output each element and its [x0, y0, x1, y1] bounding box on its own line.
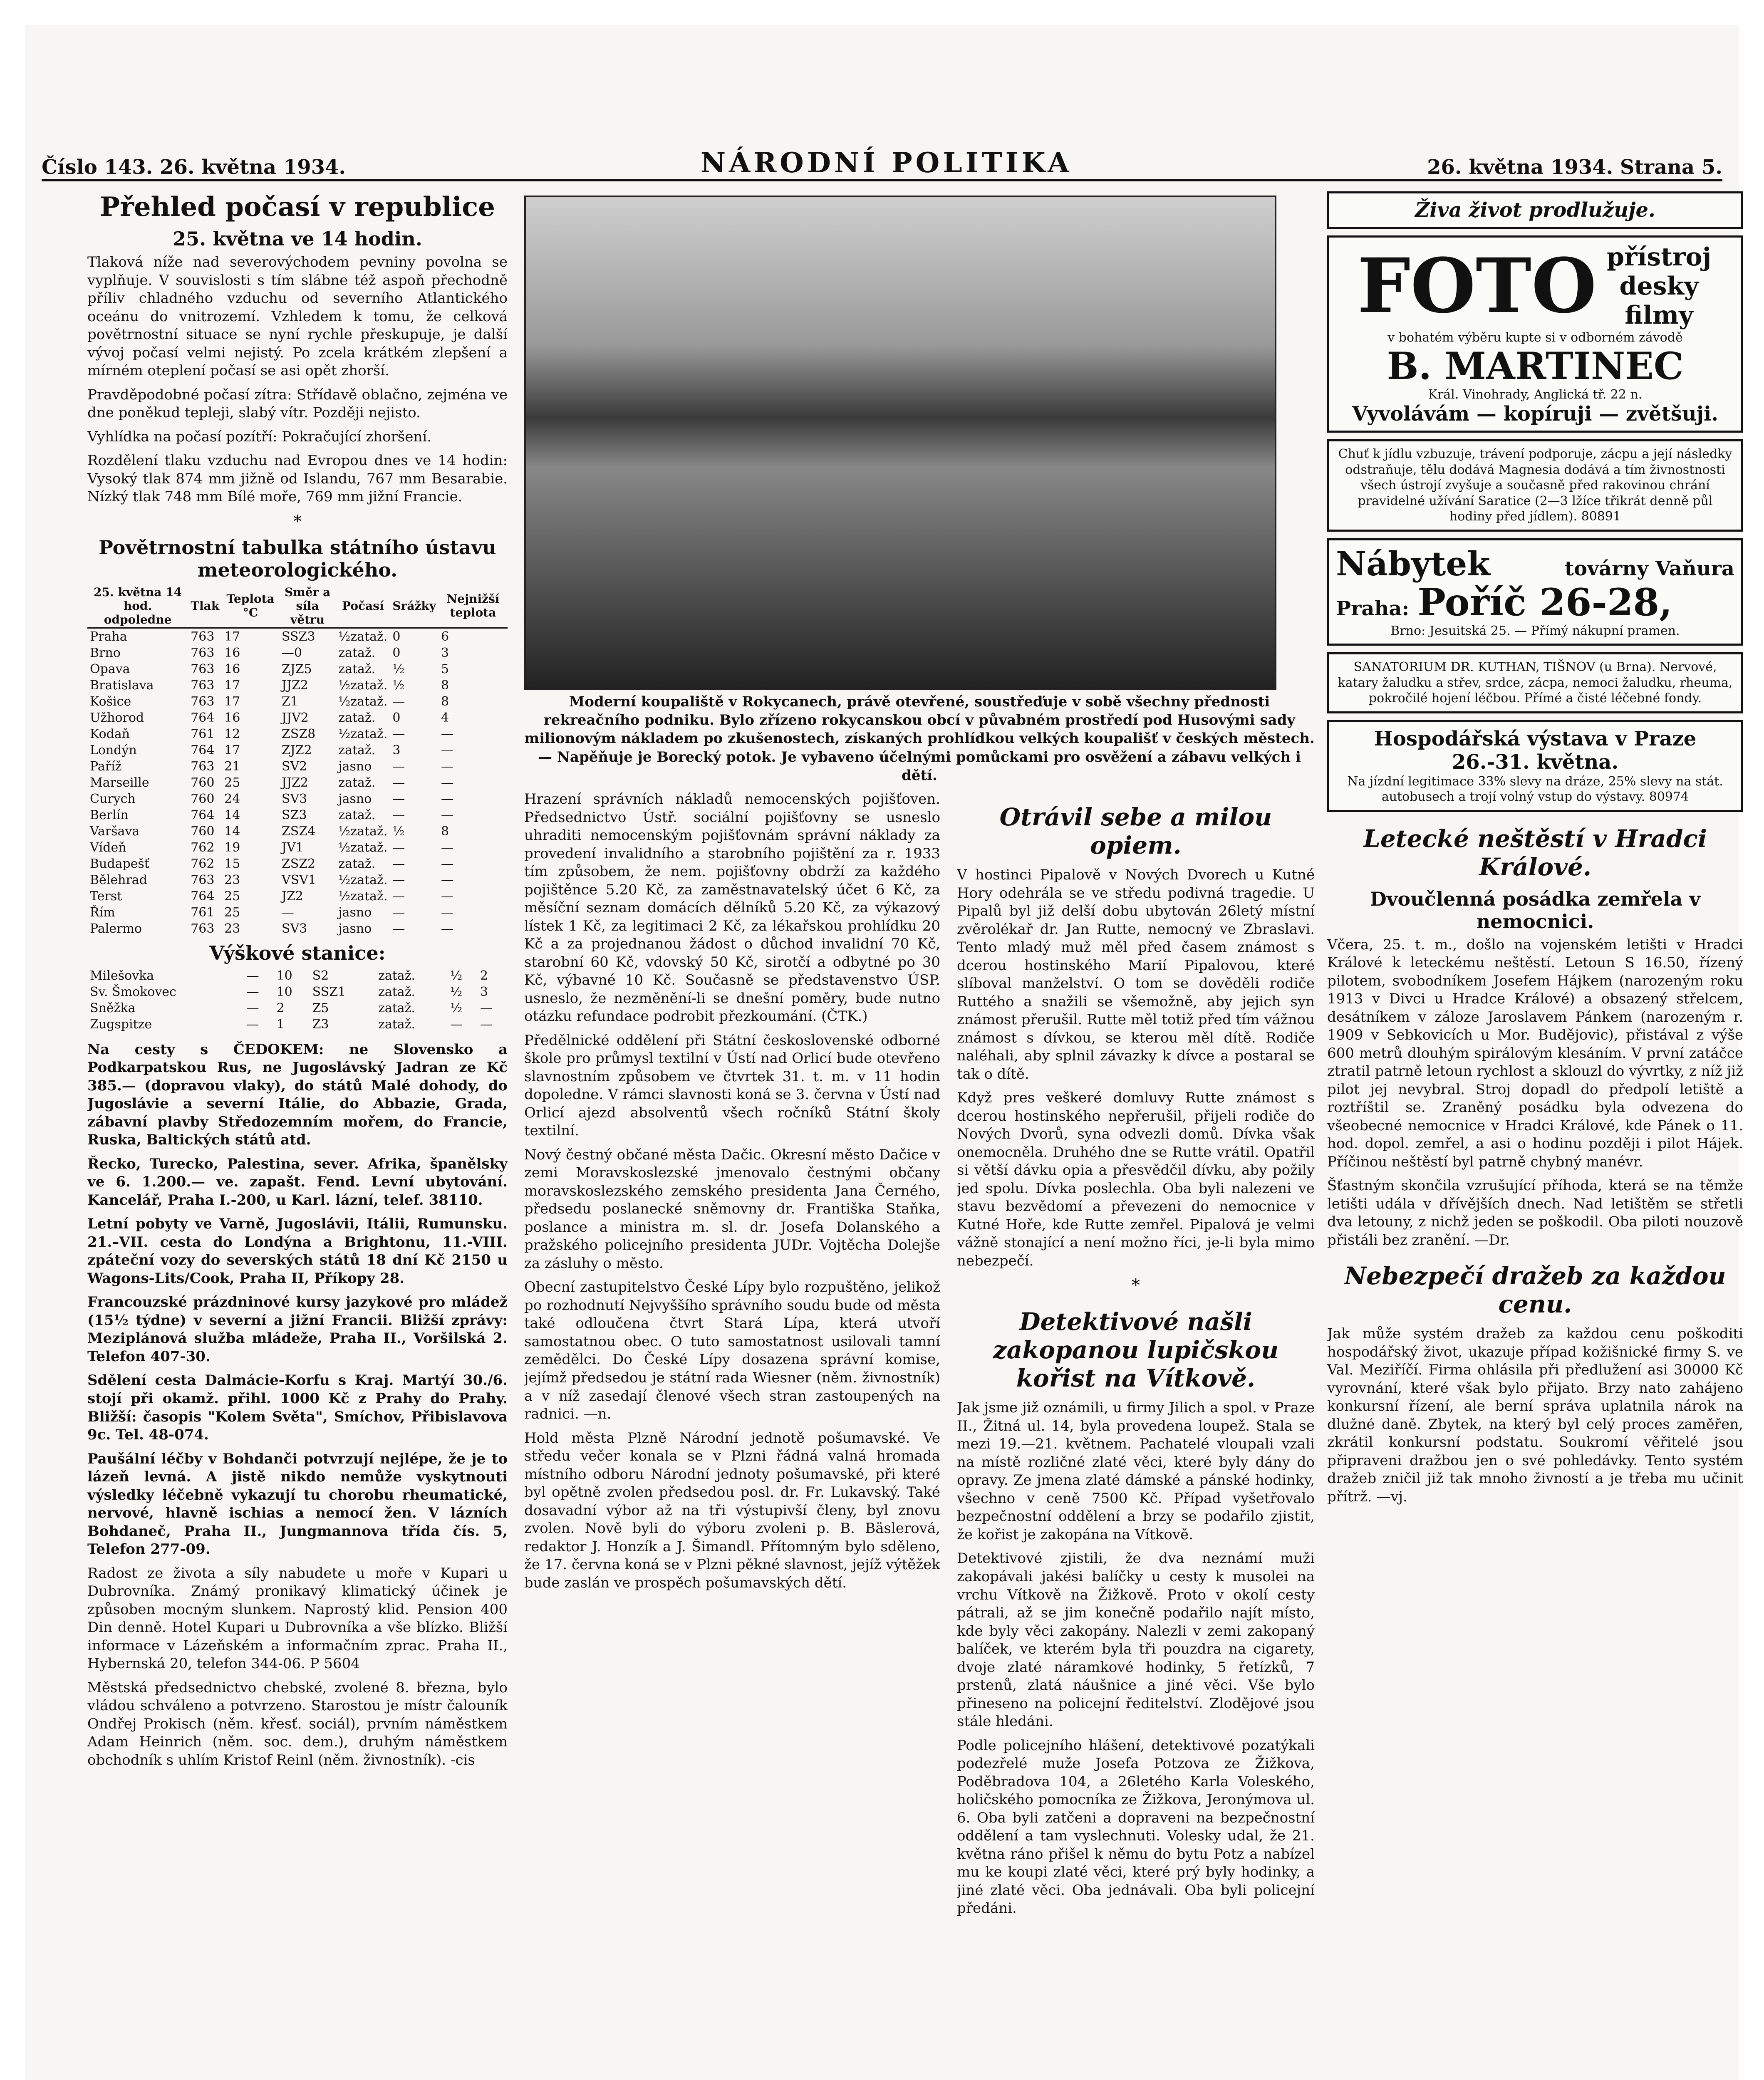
weather-row — [87, 758, 508, 775]
news-item: Předělnické oddělení při Státní československé odborné škole pro průmysl textilní v Ústí nad Orlicí bude otevřeno slavnostním způsobem ve čtvrtek 31. t. m. v 11 hodin dopoledne. V rámci slavnosti koná se 3. června v Ústí nad Orlicí ajezd absolventů všech ročníků Státní školy textilní. — [524, 1032, 940, 1139]
mountain-cell: 10 — [276, 984, 292, 999]
weather-cell: — — [392, 905, 405, 920]
divider-star: * — [1132, 1276, 1140, 1295]
weather-row — [87, 921, 508, 937]
weather-cell: 4 — [441, 710, 449, 725]
mountain-cell: ½ — [450, 984, 463, 999]
ad-vystava — [1327, 720, 1743, 812]
news-item: Hrazení správních nákladů nemocenských pojišťoven. Předsednictvo Ústř. sociální pojišťovny se usneslo uhraditi nemocenským pojišťovnám správní náklady za provedení invalidního a starobního pojištění za r. 1933 tím způsobem, že nem. pojišťovny obdrží za každého pojištěnce 5.20 Kč, za zaměstnavatelský účet 6 Kč, za měsíční seznam domácích dělníků 5.20 Kč, za výkazový lístek 1 Kč, za legitimaci 2 Kč, za lékařskou prohlídku 20 Kč a za projednanou žádost o důchod invalidní 70 Kč, starobní 60 Kč, vdovský 50 Kč, sirotčí a odbytné po 30 Kč, výbavné 10 Kč. Současně se představenstvo ÚSP. usneslo, že nezměnění-li se dnešní poměry, bude nutno otázku refundace podrobit přezkoumání. (ČTK.) — [524, 791, 940, 1025]
weather-row — [87, 726, 508, 742]
ad-nabytek-title: Nábytek — [1336, 544, 1490, 583]
weather-cell: ½zataž. — [338, 629, 388, 644]
weather-cell: 19 — [224, 840, 240, 855]
weather-para: Vyhlídka na počasí pozítří: Pokračující zhoršení. — [87, 428, 432, 445]
weather-cell: Marseille — [90, 775, 149, 790]
mountain-table — [87, 968, 508, 1033]
weather-cell: JJZ2 — [281, 775, 308, 790]
weather-cell: ½zataž. — [338, 726, 388, 741]
mountain-cell: Z5 — [312, 1000, 329, 1015]
weather-cell: Užhorod — [90, 710, 144, 725]
weather-cell: Kodaň — [90, 726, 130, 741]
weather-cell: — — [441, 726, 454, 741]
mountain-cell: Milešovka — [90, 968, 154, 983]
weather-cell: 0 — [392, 710, 401, 725]
pool-photo — [524, 196, 1276, 690]
news-title-letecke: Letecké neštěstí v Hradci Králové. — [1363, 824, 1707, 881]
weather-row — [87, 628, 508, 645]
left-ad: Sdělení cesta Dalmácie-Korfu s Kraj. Martýí 30./6. stojí při okamž. přihl. 1000 Kč z Prahy do Prahy. Bližší: časopis "Kolem Světa", Smíchov, Přibislavova 9c. Tel. 48-074. — [87, 1372, 508, 1444]
weather-cell: 25 — [224, 889, 240, 904]
weather-cell: — — [441, 840, 454, 855]
weather-cell: zataž. — [338, 807, 376, 822]
weather-cell: 8 — [441, 678, 449, 693]
weather-row — [87, 661, 508, 677]
weather-cell: 17 — [224, 694, 240, 709]
weather-para: Pravděpodobné počasí zítra: Střídavě oblačno, zejména ve dne poněkud tepleji, slabý vítr. Později nejisto. — [87, 386, 508, 421]
weather-cell: 6 — [441, 629, 449, 644]
weather-cell: — — [441, 775, 454, 790]
weather-table — [87, 584, 508, 937]
mountain-cell: 2 — [480, 968, 488, 983]
weather-header: Tlak — [188, 584, 222, 628]
weather-cell: SSZ3 — [281, 629, 315, 644]
left-ad: Na cesty s ČEDOKEM: ne Slovensko a Podkarpatskou Rus, ne Jugoslávský Jadran ze Kč 385.— (dopravou vlaky), do států Malé dohody, do Jugoslávie a severní Itálie, do Abbazie, Grada, zábavní plavby Středozemním mořem, do Francie, Ruska, Baltických států atd. — [87, 1041, 508, 1149]
ad-chut — [1327, 439, 1743, 532]
weather-cell: — — [441, 889, 454, 904]
weather-cell: JJZ2 — [281, 678, 308, 693]
weather-header: Nejnižší teplota — [439, 584, 508, 628]
weather-row — [87, 872, 508, 888]
weather-cell: SZ3 — [281, 807, 307, 822]
weather-cell: 764 — [191, 710, 215, 725]
weather-row — [87, 645, 508, 661]
news-item: Nový čestný občané města Dačic. Okresní město Dačice v zemi Moravskoslezské jmenovalo čestnými občany moravskoslezského zemského presidenta Jana Černého, předsedu poslanecké sněmovny dr. Františka Staňka, poslance a ministra m. sl. dr. Josefa Dolanského a pražského policejního presidenta JUDr. Vojtěcha Dolejše za zásluhy o město. — [524, 1146, 940, 1272]
weather-header: Teplota °C — [222, 584, 279, 628]
mountain-cell: — — [246, 984, 259, 999]
weather-cell: 762 — [191, 856, 215, 871]
weather-cell: Řím — [90, 905, 115, 920]
weather-cell: ½ — [392, 661, 405, 676]
weather-cell: — — [392, 694, 405, 709]
left-ad: Paušální léčby v Bohdanči potvrzují nejlépe, že je to lázeň levná. A jistě nikdo nemůže vyskytnouti výsledky léčebně vykazují tu chorobu rheumatické, nervové, hlavně ischias a nemocí žen. V lázních Bohdaneč, Praha II., Jungmannova třída čís. 5, Telefon 277-09. — [87, 1450, 508, 1558]
left-ad: Francouzské prázdninové kursy jazykové pro mládež (15½ týdne) v severní a jižní Francii. Bližší zprávy: Meziplánová služba mládeže, Praha II., Voršilská 2. Telefon 407-30. — [87, 1294, 508, 1365]
weather-cell: 14 — [224, 807, 240, 822]
weather-cell: 24 — [224, 791, 240, 806]
weather-cell: 761 — [191, 905, 215, 920]
weather-row — [87, 888, 508, 904]
weather-cell: — — [441, 872, 454, 887]
weather-header: Počasí — [336, 584, 390, 628]
weather-cell: — — [392, 872, 405, 887]
weather-cell: 3 — [441, 645, 449, 660]
divider-star: * — [293, 512, 302, 531]
weather-cell: Košice — [90, 694, 131, 709]
weather-cell: — — [441, 791, 454, 806]
ad-foto-firm: B. MARTINEC — [1387, 344, 1684, 388]
mountain-cell: Sv. Šmokovec — [90, 984, 176, 999]
weather-cell: — — [392, 840, 405, 855]
mountain-cell: 10 — [276, 968, 292, 983]
weather-cell: 760 — [191, 775, 215, 790]
news-text-letecke: Včera, 25. t. m., došlo na vojenském letišti v Hradci Králové k leteckému neštěstí. Letoun S 16.50, řízený pilotem, svobodníkem Josefem Hájkem (narozeným roku 1913 v Divci u Hradce Králové) a obsazený střelcem, desátníkem v záloze Jaroslavem Pánkem (narozeným r. 1909 v Sebkovicích u Mor. Budějovic), přistával z výše 600 metrů dlouhým spirálovým klesáním. V první zatáčce ztratil patrně letoun rychlost a sklouzl do vývrtky, z níž již pilot jej nevybral. Stroj dopadl do předpolí letiště a roztříštil se. Zraněný posádku byla odvezena do všeobecné nemocnice v Hradci Králové, kde Pánek o 11. hod. dopol. zemřel, a asi o hodinu později i pilot Hájek. Příčinou neštěstí byl patrně chybný manévr. — [1327, 936, 1743, 1170]
weather-cell: — — [441, 807, 454, 822]
mountain-cell: 3 — [480, 984, 488, 999]
weather-cell: ½ — [392, 824, 405, 839]
weather-cell: Londýn — [90, 743, 137, 758]
news-title-drazby: Nebezpečí dražeb za každou cenu. — [1344, 1262, 1726, 1319]
weather-cell: 764 — [191, 807, 215, 822]
mountain-title: Výškové stanice: — [209, 941, 386, 964]
weather-table-title: Povětrnostní tabulka státního ústavu meteorologického. — [99, 536, 496, 581]
weather-cell: — — [281, 905, 294, 920]
weather-cell: — — [392, 791, 405, 806]
weather-cell: jasno — [338, 759, 372, 774]
ad-vystava-title: Hospodářská výstava v Praze 26.-31. května. — [1374, 727, 1697, 774]
news-text-drazby: Jak může systém dražeb za každou cenu poškoditi hospodářský život, ukazuje případ kožišnické firmy S. ve Val. Meziříčí. Firma ohlásila při předlužení asi 30000 Kč vyrovnání, které však bylo přijato. Brzy nato zahájeno konkursní řízení, ale berní správa uplatnila nárok na dlužné daně. Zbytek, na který byl celý proces zaměřen, zkrátil konkursní podstatu. Soukromí věřitelé jsou připraveni dražbou jen o své pohledávky. Tento systém dražeb zničil již tak mnoho živností a je třeba mu učinit přítrž. —vj. — [1327, 1325, 1743, 1505]
page-header — [42, 146, 1722, 181]
weather-cell: SV2 — [281, 759, 307, 774]
mountain-row — [87, 1016, 508, 1033]
weather-row — [87, 775, 508, 791]
story-column — [957, 790, 1315, 1924]
news-text-letecke-2: Šťastným skončila vzrušující příhoda, která se na těmže letišti udála v dřívějších dnech. Nad letištěm se střetli dva letouny, z nichž jeden se poškodil. Oba piloti nouzově přistáli bez zranění. —Dr. — [1327, 1177, 1743, 1248]
weather-cell: 763 — [191, 759, 215, 774]
ad-ziva — [1327, 191, 1743, 229]
weather-cell: 763 — [191, 629, 215, 644]
weather-row — [87, 904, 508, 921]
mountain-cell: — — [246, 1000, 259, 1015]
weather-cell: ½zataž. — [338, 678, 388, 693]
mountain-cell: — — [480, 1000, 493, 1015]
weather-cell: ZSZ2 — [281, 856, 316, 871]
weather-row — [87, 807, 508, 823]
mountain-cell: Sněžka — [90, 1000, 136, 1015]
story-title-detectives: Detektivové našli zakopanou lupičskou kořist na Vítkově. — [993, 1307, 1279, 1393]
weather-cell: 3 — [392, 743, 401, 758]
weather-cell: Bělehrad — [90, 872, 147, 887]
weather-cell: ½zataž. — [338, 694, 388, 709]
ad-foto-note: v bohatém výběru kupte si v odborném závodě — [1387, 330, 1683, 345]
weather-cell: — — [392, 759, 405, 774]
weather-cell: — — [441, 759, 454, 774]
left-ads — [87, 1041, 508, 1559]
weather-cell: 0 — [392, 629, 401, 644]
weather-cell: Bratislava — [90, 678, 154, 693]
weather-cell: 760 — [191, 791, 215, 806]
weather-cell: 14 — [224, 824, 240, 839]
mountain-cell: S2 — [312, 968, 329, 983]
weather-cell: 16 — [224, 645, 240, 660]
weather-cell: 764 — [191, 743, 215, 758]
mountain-row — [87, 968, 508, 984]
weather-cell: — — [441, 921, 454, 936]
weather-row — [87, 791, 508, 807]
ad-foto-services: Vyvolávám — kopíruji — zvětšuji. — [1352, 402, 1718, 426]
weather-cell: ZJZ5 — [281, 661, 312, 676]
story-text: Detektivové zjistili, že dva neznámí muži zakopávali jakési balíčky u cesty k musolei na vrchu Vítkově na Žižkově. Proto v okolí cesty pátrali, až se jim konečně podařilo najít místo, kde byly věci zakopány. Nalezli v zemi zakopaný balíček, ve kterém byla tři pouzdra na cigarety, dvoje zlaté náramkové hodinky, 5 řetízků, 7 prstenů, zlatá náušnice a jiné věci. Vše bylo přineseno na policejní ředitelství. Zlodějové jsou stále hledáni. — [957, 1550, 1315, 1730]
weather-title: Přehled počasí v republice — [100, 191, 495, 223]
weather-cell: ½ — [392, 678, 405, 693]
weather-header: Srážky — [390, 584, 439, 628]
weather-cell: ½zataž. — [338, 824, 388, 839]
weather-cell: JV1 — [281, 840, 304, 855]
weather-cell: zataž. — [338, 775, 376, 790]
weather-cell: zataž. — [338, 710, 376, 725]
weather-cell: 23 — [224, 872, 240, 887]
weather-cell: ½zataž. — [338, 840, 388, 855]
weather-cell: zataž. — [338, 856, 376, 871]
ad-nabytek-firm: továrny Vaňura — [1564, 557, 1734, 580]
weather-cell: 763 — [191, 661, 215, 676]
weather-row — [87, 856, 508, 872]
mountain-cell: zataž. — [378, 984, 416, 999]
weather-cell: — — [392, 807, 405, 822]
left-ad: Letní pobyty ve Varně, Jugoslávii, Itálii, Rumunsku. 21.–VII. cesta do Londýna a Brightonu, 11.-VIII. zpáteční vozy do severských států 18 dní Kč 2150 u Wagons-Lits/Cook, Praha II, Příkopy 28. — [87, 1216, 508, 1287]
weather-cell: — — [441, 856, 454, 871]
weather-cell: zataž. — [338, 645, 376, 660]
masthead: NÁRODNÍ POLITIKA — [700, 146, 1073, 179]
ads-column — [1327, 191, 1743, 1512]
weather-header: 25. května 14 hod. odpoledne — [87, 584, 188, 628]
mountain-cell: 1 — [276, 1017, 285, 1032]
weather-row — [87, 693, 508, 710]
weather-cell: jasno — [338, 905, 372, 920]
weather-cell: — — [392, 726, 405, 741]
weather-cell: 762 — [191, 840, 215, 855]
story-text: Podle policejního hlášení, detektivové pozatýkali podezřelé muže Josefa Potzova ze Žižkova, Poděbradova 104, a 26letého Karla Voleského, holičského pomocníka ze Žižkova, Jeronýmova ul. 6. Oba byli zatčeni a dopraveni na bezpečnostní oddělení a tam vyslechnuti. Volesky udal, že 21. května ráno přišel k němu do bytu Potz a nabízel mu ke koupi zlaté věci, které prý byly hodinky, a jiné zlaté věci. Oba jednávali. Oba byli policejní předáni. — [957, 1737, 1315, 1917]
weather-cell: ZJZ2 — [281, 743, 312, 758]
weather-cell: Paříž — [90, 759, 122, 774]
weather-cell: SV3 — [281, 791, 307, 806]
weather-cell: 760 — [191, 824, 215, 839]
weather-cell: VSV1 — [281, 872, 316, 887]
weather-cell: Terst — [90, 889, 122, 904]
ad-foto-addr: Král. Vinohrady, Anglická tř. 22 n. — [1428, 387, 1643, 402]
ad-foto — [1327, 235, 1743, 433]
weather-cell: SV3 — [281, 921, 307, 936]
mountain-cell: — — [246, 968, 259, 983]
news-column — [524, 790, 940, 1598]
weather-cell: zataž. — [338, 743, 376, 758]
weather-cell: Budapešť — [90, 856, 149, 871]
story-text: Když pres veškeré domluvy Rutte známost s dcerou hostinského nepřerušil, přijeli rodiče do Nových Dvorů, syna odvezli domů. Dívka však onemocněla. Druhého dne se Rutte vrátil. Opatřil si větší dávku opia a přesvědčil dívku, aby požily jed spolu. Dívka poslechla. Oba byli nalezeni ve stavu bezvědomí a převezeni do nemocnice v Kutné Hoře, kde Rutte zemřel. Pipalová je velmi vážně stonající a není možno říci, je-li byla mimo nebezpečí. — [957, 1090, 1315, 1269]
header-right: 26. května 1934. Strana 5. — [1427, 156, 1722, 179]
weather-cell: jasno — [338, 921, 372, 936]
weather-column — [87, 191, 508, 1775]
weather-cell: 763 — [191, 694, 215, 709]
weather-cell: zataž. — [338, 661, 376, 676]
weather-cell: 0 — [392, 645, 401, 660]
weather-cell: 23 — [224, 921, 240, 936]
weather-cell: Vídeň — [90, 840, 126, 855]
left-notice: Městská předsednictvo chebské, zvolené 8. března, bylo vládou schváleno a potvrzeno. Starostou je místr čalouník Ondřej Prokisch (něm. křesť. sociál), prvním náměstkem Adam Heinrich (něm. soc. dem.), druhým náměstkem obchodník s uhlím Kristof Reinl (něm. živnostník). -cis — [87, 1679, 508, 1768]
weather-cell: — — [392, 921, 405, 936]
weather-cell: 8 — [441, 694, 449, 709]
weather-cell: 764 — [191, 889, 215, 904]
weather-cell: 16 — [224, 710, 240, 725]
weather-cell: 21 — [224, 759, 240, 774]
ad-ziva-title: Živa život prodlužuje. — [1415, 198, 1655, 222]
weather-cell: 16 — [224, 661, 240, 676]
header-left: Číslo 143. 26. května 1934. — [42, 156, 346, 179]
weather-cell: 12 — [224, 726, 240, 741]
ad-vystava-text: Na jízdní legitimace 33% slevy na dráze, 25% slevy na stát. autobusech a trojí volný vstup do výstavy. 80974 — [1347, 774, 1723, 804]
weather-cell: Opava — [90, 661, 130, 676]
mountain-cell: ½ — [450, 1000, 463, 1015]
weather-cell: Curych — [90, 791, 136, 806]
weather-cell: 763 — [191, 921, 215, 936]
ad-chut-text: Chuť k jídlu vzbuzuje, trávení podporuje, zácpu a její následky odstraňuje, tělu dodává Magnesia dodává a tím živnostnosti všech ústrojí zvyšuje a současně před rakovinou chrání pravidelné užívání Saratice (2—3 lžíce třikrát denně půl hodiny před jídlem). 80891 — [1338, 447, 1732, 524]
weather-cell: — — [392, 856, 405, 871]
weather-cell: 17 — [224, 678, 240, 693]
weather-cell: Berlín — [90, 807, 129, 822]
ad-nabytek — [1327, 538, 1743, 646]
mountain-cell: zataž. — [378, 1017, 416, 1032]
weather-row — [87, 839, 508, 856]
weather-row — [87, 823, 508, 839]
ad-foto-big: FOTO — [1357, 242, 1597, 330]
mountain-cell: — — [480, 1017, 493, 1032]
ad-poric: Poříč 26-28, — [1417, 580, 1672, 624]
weather-cell: ZSZ8 — [281, 726, 316, 741]
news-item: Obecní zastupitelstvo České Lípy bylo rozpuštěno, jelikož po rozhodnutí Nejvyššího správního soudu bude od města také odloučena čtvrt Stará Lípa, která utvoří samostatnou obec. O tuto samostatnost usilovali tamní zemědělci. Do České Lípy dosazena správní komise, jejímž předsedou je státní rada Wiesner (něm. živnostník) a v níž zasedají členové všech stran zastoupených na radnici. —n. — [524, 1279, 940, 1423]
weather-para: Tlaková níže nad severovýchodem pevniny povolna se vyplňuje. V souvislosti s tím slábne též aspoň přechodně příliv chladného vzduchu od severního Atlantického oceánu do vnitrozemí. Vzhledem k tomu, že celková povětrnostní situace se nyní rychle přeskupuje, je další vývoj počasí velmi nejistý. Po zcela krátkém zlepšení a mírném oteplení počasí se asi opět zhorší. — [87, 254, 508, 379]
mountain-cell: — — [246, 1017, 259, 1032]
ad-brno: Brno: Jesuitská 25. — Přímý nákupní pramen. — [1390, 623, 1680, 638]
news-sub-letecke: Dvoučlenná posádka zemřela v nemocnici. — [1370, 887, 1701, 933]
weather-cell: 763 — [191, 872, 215, 887]
weather-cell: 25 — [224, 775, 240, 790]
weather-cell: — — [392, 889, 405, 904]
story-title-opium: Otrávil sebe a milou opiem. — [999, 803, 1272, 859]
weather-cell: 17 — [224, 743, 240, 758]
newspaper-page — [25, 25, 1743, 2080]
weather-cell: 25 — [224, 905, 240, 920]
weather-cell: ½zataž. — [338, 889, 388, 904]
left-ad: Řecko, Turecko, Palestina, sever. Afrika, španělsky ve 6. 1.200.— ve. zapašt. Fend. Levní ubytování. Kancelář, Praha I.-200, u Karl. lázní, telef. 38110. — [87, 1155, 508, 1208]
weather-cell: 763 — [191, 645, 215, 660]
mountain-cell: Zugspitze — [90, 1017, 152, 1032]
weather-cell: 5 — [441, 661, 449, 676]
weather-cell: — — [392, 775, 405, 790]
ad-foto-side: přístroj desky filmy — [1607, 243, 1712, 330]
weather-cell: jasno — [338, 791, 372, 806]
photo-caption: Moderní koupaliště v Rokycanech, právě otevřené, soustřeďuje v sobě všechny přednosti rekreačního podniku. Bylo zřízeno rokycanskou obcí v půvabném prostředí pod Husovými sady milionovým nákladem po zkušenostech, získaných prohlídkou velkých koupališť v českých městech. — Napěňuje je Borecký potok. Je vybaveno účelnými pomůckami pro osvěžení a zábavu velkých i dětí. — [524, 693, 1315, 784]
weather-cell: Varšava — [90, 824, 140, 839]
weather-row — [87, 742, 508, 758]
story-text: V hostinci Pipalově v Nových Dvorech u Kutné Hory odehrála se ve středu podivná tragedie. U Pipalů byl již delší dobu ubytován 26letý místní zvěrolékař dr. Jan Rutte, nemocný ve Zbraslavi. Tento mladý muž měl před časem známost s dcerou hostinského Marií Pipalovou, které slíboval manželství. O tom se dověděli rodiče Ruttého a snažili se všemožně, aby jejich syn známost přerušil. Rutte měl totiž před tím vážnou známost s dívkou, se kterou měl dítě. Rodiče naléhali, aby splnil závazky k dívce a postaral se tak o dítě. — [957, 867, 1315, 1082]
weather-cell: —0 — [281, 645, 302, 660]
weather-cell: 17 — [224, 629, 240, 644]
weather-cell: JJV2 — [281, 710, 309, 725]
story-text: Jak jsme již oznámili, u firmy Jilich a spol. v Praze II., Žitná ul. 14, byla provedena loupež. Stala se mezi 19.—21. květnem. Pachatelé vloupali vzali na místě rozličné zlaté věci, které byly dány do opravy. Ze jmena zlaté dámské a pánské hodinky, všechno v ceně 7500 Kč. Případ vyšetřovalo bezpečnostní oddělení a brzy se podařilo zjistit, že kořist je zakopána na Vítkově. — [957, 1399, 1315, 1543]
weather-row — [87, 677, 508, 693]
news-item: Hold města Plzně Národní jednotě pošumavské. Ve středu večer konala se v Plzni řádná valná hromada místního odboru Národní jednoty pošumavské, při které byl opětně zvolen předsedou posl. dr. Fr. Lukavský. Také dosavadní výbor až na tři výstupivší členy, byl znovu zvolen. Nově byli do výboru zvoleni p. B. Bäslerová, redaktor J. Honzík a J. Šimandl. Přítomným bylo sděleno, že 17. června koná se v Plzni pěkné slavnost, jejíž výtěžek bude zaslán ve prospěch pošumavských dětí. — [524, 1429, 940, 1591]
ad-sanatorium-text: SANATORIUM DR. KUTHAN, TIŠNOV (u Brna). Nervové, katary žaludku a střev, srdce, zácpa, nemoci žaludku, rheuma, pokročilé hojení léčbou. Přímé a čisté léčebné fondy. — [1338, 660, 1733, 706]
mountain-cell: Z3 — [312, 1017, 329, 1032]
left-notice: Radost ze života a síly nabudete u moře v Kupari u Dubrovníka. Známý pronikavý klimatický účinek je způsoben mocným slunkem. Naprostý klid. Pension 400 Din denně. Hotel Kupari u Dubrovníka a vše blízko. Bližší informace v Lázeňském a informačním zprac. Praha II., Hybernská 20, telefon 344-06. P 5604 — [87, 1565, 508, 1672]
weather-cell: Palermo — [90, 921, 142, 936]
ad-city: Praha: — [1336, 597, 1410, 620]
mountain-cell: ½ — [450, 968, 463, 983]
weather-cell: ZSZ4 — [281, 824, 316, 839]
mountain-cell: 2 — [276, 1000, 285, 1015]
weather-para: Rozdělení tlaku vzduchu nad Evropou dnes ve 14 hodin: Vysoký tlak 874 mm jižně od Islandu, 767 mm Besarabie. Nízký tlak 748 mm Bílé moře, 769 mm jižní Francie. — [87, 452, 508, 505]
weather-cell: ½zataž. — [338, 872, 388, 887]
mountain-cell: SSZ1 — [312, 984, 346, 999]
mountain-row — [87, 984, 508, 1000]
weather-cell: 761 — [191, 726, 215, 741]
weather-header: Směr a síla větru — [279, 584, 336, 628]
mountain-row — [87, 1000, 508, 1016]
weather-cell: 8 — [441, 824, 449, 839]
ad-sanatorium — [1327, 652, 1743, 713]
weather-cell: — — [441, 743, 454, 758]
mountain-cell: — — [450, 1017, 463, 1032]
mountain-cell: zataž. — [378, 968, 416, 983]
weather-cell: JZ2 — [281, 889, 303, 904]
weather-cell: — — [441, 905, 454, 920]
weather-subtitle: 25. května ve 14 hodin. — [173, 228, 422, 250]
weather-cell: Brno — [90, 645, 121, 660]
weather-row — [87, 710, 508, 726]
weather-cell: Z1 — [281, 694, 298, 709]
weather-cell: 763 — [191, 678, 215, 693]
weather-cell: Praha — [90, 629, 127, 644]
weather-cell: 15 — [224, 856, 240, 871]
mountain-cell: zataž. — [378, 1000, 416, 1015]
